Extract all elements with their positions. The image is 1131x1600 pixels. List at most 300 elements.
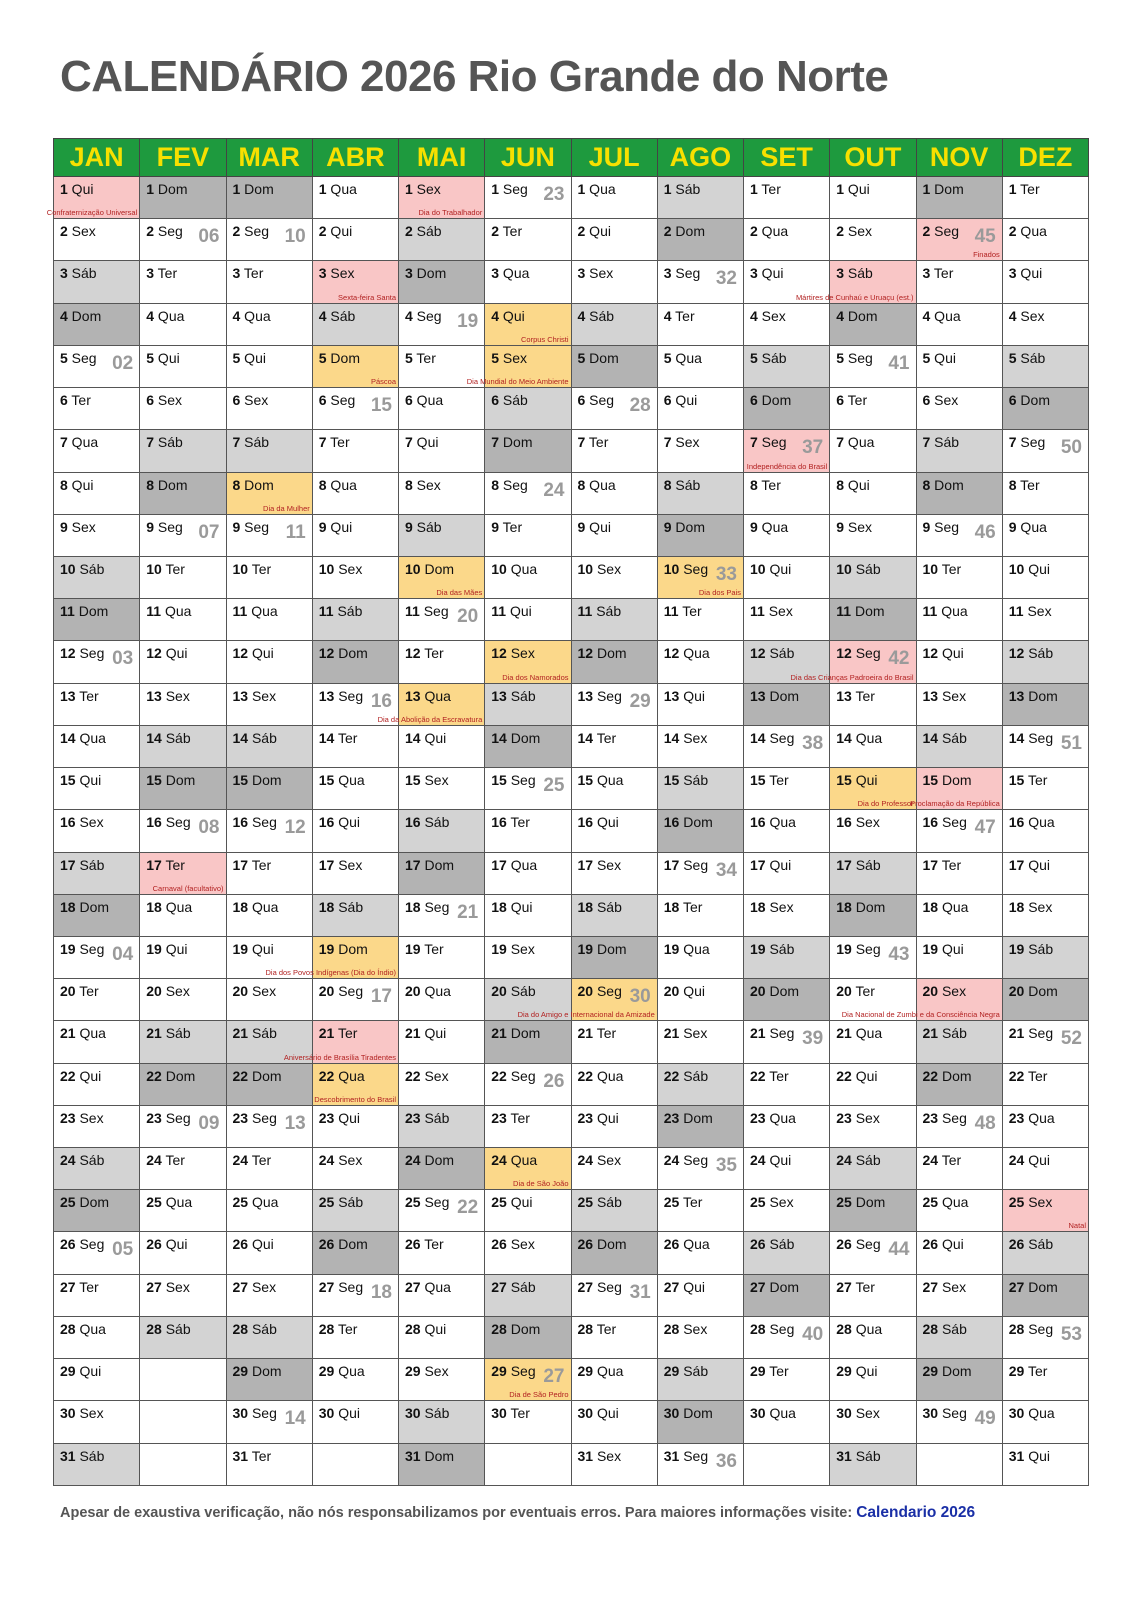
day-label: 24 Sex (577, 1152, 622, 1169)
day-cell (916, 810, 1002, 852)
day-cell (795, 261, 916, 303)
day-cell (399, 1105, 485, 1147)
day-cell (226, 599, 312, 641)
day-cell (312, 472, 398, 514)
footer (60, 1504, 975, 1522)
day-cell (226, 261, 312, 303)
day-cell (657, 683, 743, 725)
day-cell (54, 472, 140, 514)
day-label: 16 Dom (663, 814, 713, 831)
day-label: 24 Dom (405, 1152, 455, 1169)
day-cell (485, 1274, 571, 1316)
day-cell (54, 1021, 140, 1063)
day-cell (1002, 1190, 1088, 1232)
month-header: AGO (657, 139, 743, 177)
day-label: 31 Ter (232, 1447, 272, 1464)
day-cell (1002, 556, 1088, 598)
day-cell (657, 556, 743, 598)
day-label: 23 Seg (922, 1109, 967, 1126)
day-cell (226, 1190, 312, 1232)
week-number: 11 (285, 521, 306, 543)
month-header: JUL (571, 139, 657, 177)
day-cell (1002, 219, 1088, 261)
day-cell (226, 219, 312, 261)
day-label: 14 Ter (577, 729, 617, 746)
day-label: 4 Qua (922, 307, 961, 324)
day-cell (571, 894, 657, 936)
day-cell (140, 1063, 226, 1105)
day-cell (140, 768, 226, 810)
day-cell (54, 1401, 140, 1443)
day-row (54, 683, 1089, 725)
day-cell (744, 472, 830, 514)
day-label: 18 Sáb (318, 898, 364, 915)
day-cell (830, 219, 916, 261)
day-label: 22 Dom (232, 1067, 282, 1084)
day-label: 23 Sex (836, 1109, 880, 1126)
day-label: 10 Ter (146, 560, 185, 577)
day-cell (744, 1316, 830, 1358)
day-cell (54, 1443, 140, 1485)
day-row (54, 641, 1089, 683)
day-label: 27 Qua (405, 1278, 451, 1295)
holiday-name: Dia das Mães (436, 588, 483, 598)
day-cell (226, 641, 312, 683)
day-cell (54, 894, 140, 936)
day-label: 16 Seg (922, 814, 967, 831)
day-label: 3 Ter (232, 265, 264, 282)
day-cell (657, 1148, 743, 1190)
day-cell (790, 641, 916, 683)
day-cell (657, 219, 743, 261)
day-label: 20 Sex (922, 983, 967, 1000)
day-cell (744, 177, 830, 219)
day-cell (54, 430, 140, 472)
day-label: 9 Seg (232, 518, 270, 535)
day-label: 20 Seg (577, 983, 622, 1000)
day-cell (485, 1190, 571, 1232)
day-label: 14 Qua (836, 729, 883, 746)
day-label: 1 Seg (491, 181, 528, 197)
day-label: 14 Qua (60, 729, 106, 746)
day-cell (226, 177, 312, 219)
holiday-name: Dia das Crianças Padroeira do Brasil (790, 672, 914, 682)
day-label: 25 Sex (750, 1194, 794, 1211)
day-cell (140, 430, 226, 472)
day-label: 18 Dom (836, 898, 886, 915)
day-label: 1 Qua (577, 181, 616, 197)
day-label: 25 Qua (922, 1194, 969, 1211)
day-cell (517, 979, 657, 1021)
day-label: 7 Sex (663, 434, 700, 451)
holiday-name: Sexta-feira Santa (338, 292, 396, 302)
day-label: 29 Qui (836, 1363, 878, 1380)
day-label: 22 Qua (318, 1067, 365, 1084)
day-cell (571, 1401, 657, 1443)
day-label: 25 Qua (232, 1194, 279, 1211)
day-cell (54, 1190, 140, 1232)
day-label: 24 Qui (750, 1152, 792, 1169)
day-label: 26 Seg (60, 1236, 105, 1253)
day-label: 22 Dom (146, 1067, 196, 1084)
day-label: 13 Seg (318, 687, 364, 704)
day-cell (571, 599, 657, 641)
week-number: 20 (457, 606, 479, 628)
day-cell (1002, 430, 1088, 472)
day-label: 6 Dom (750, 392, 792, 409)
day-cell (916, 177, 1002, 219)
day-cell (744, 894, 830, 936)
day-label: 17 Dom (405, 856, 455, 873)
week-number: 44 (888, 1239, 910, 1261)
day-label: 30 Qua (1008, 1405, 1055, 1422)
week-number: 53 (1060, 1323, 1082, 1345)
day-cell (54, 936, 140, 978)
day-cell (830, 768, 916, 810)
day-row (54, 725, 1089, 767)
day-row (54, 303, 1089, 345)
day-label: 14 Seg (750, 729, 795, 746)
day-cell (485, 1232, 571, 1274)
day-label: 10 Qua (491, 560, 538, 577)
day-label: 13 Ter (836, 687, 875, 704)
day-label: 20 Seg (318, 983, 364, 1000)
day-label: 24 Qui (1008, 1152, 1051, 1169)
day-label: 2 Seg (146, 223, 183, 240)
day-cell (399, 472, 485, 514)
day-cell (399, 936, 485, 978)
day-cell (140, 852, 226, 894)
day-label: 2 Sex (836, 223, 873, 240)
day-label: 27 Seg (318, 1278, 364, 1295)
day-cell (744, 1063, 830, 1105)
day-label: 13 Dom (1008, 687, 1058, 704)
day-cell (54, 1063, 140, 1105)
day-label: 21 Dom (491, 1025, 541, 1042)
day-cell (916, 1063, 1002, 1105)
holiday-name: Dia dos Povos Indígenas (Dia do Índio) (265, 968, 396, 978)
day-cell (657, 1190, 743, 1232)
day-label: 1 Sáb (663, 181, 701, 197)
day-label: 11 Sex (750, 603, 793, 620)
day-cell (399, 556, 485, 598)
day-label: 27 Sex (232, 1278, 277, 1295)
day-label: 9 Dom (663, 518, 705, 535)
day-cell (54, 1316, 140, 1358)
footer-link[interactable]: Calendario 2026 (856, 1504, 976, 1521)
day-cell (399, 1021, 485, 1063)
day-label: 7 Ter (318, 434, 350, 451)
day-label: 9 Qui (318, 518, 353, 535)
day-cell (744, 1021, 830, 1063)
day-cell (312, 641, 398, 683)
day-label: 23 Sex (60, 1109, 104, 1126)
day-cell (1002, 177, 1088, 219)
day-cell (830, 430, 916, 472)
day-label: 4 Sex (750, 307, 786, 324)
day-label: 18 Sex (1008, 898, 1053, 915)
day-label: 24 Sex (318, 1152, 363, 1169)
day-label: 30 Qua (750, 1405, 796, 1422)
day-cell (916, 683, 1002, 725)
day-cell (744, 1148, 830, 1190)
day-row (54, 177, 1089, 219)
day-cell (744, 936, 830, 978)
week-number: 40 (802, 1323, 824, 1345)
day-label: 15 Qua (577, 772, 624, 789)
day-label: 1 Ter (750, 181, 781, 197)
day-label: 26 Sex (491, 1236, 535, 1253)
day-label: 7 Qua (836, 434, 875, 451)
day-cell (140, 177, 226, 219)
day-label: 3 Ter (146, 265, 178, 282)
day-cell (916, 1190, 1002, 1232)
day-cell (916, 936, 1002, 978)
day-cell (916, 261, 1002, 303)
day-label: 8 Qua (577, 476, 616, 493)
day-cell (226, 1359, 312, 1401)
day-label: 18 Sex (750, 898, 794, 915)
day-row (54, 219, 1089, 261)
day-cell (312, 345, 398, 387)
day-label: 18 Sáb (577, 898, 622, 915)
day-label: 8 Dom (146, 476, 188, 493)
week-number: 22 (457, 1197, 479, 1219)
week-number: 42 (888, 648, 910, 670)
day-cell (226, 1316, 312, 1358)
day-cell (226, 894, 312, 936)
day-cell (1002, 345, 1088, 387)
day-label: 6 Sáb (491, 392, 528, 409)
day-label: 29 Seg (491, 1363, 536, 1380)
day-label: 15 Qui (836, 772, 878, 789)
day-label: 18 Qua (232, 898, 279, 915)
day-label: 7 Sáb (922, 434, 960, 451)
day-cell (485, 1316, 571, 1358)
week-number: 38 (802, 732, 824, 754)
day-cell (571, 936, 657, 978)
day-cell (399, 1190, 485, 1232)
day-label: 17 Ter (922, 856, 962, 873)
day-label: 22 Qua (577, 1067, 624, 1084)
day-label: 22 Qui (60, 1067, 102, 1084)
day-cell (744, 430, 830, 472)
day-label: 8 Dom (232, 476, 274, 493)
day-label: 26 Sáb (750, 1236, 795, 1253)
day-cell (140, 472, 226, 514)
day-label: 6 Seg (318, 392, 356, 409)
day-cell (571, 725, 657, 767)
day-cell (312, 810, 398, 852)
day-label: 26 Dom (318, 1236, 368, 1253)
day-cell (1002, 1274, 1088, 1316)
day-cell (485, 725, 571, 767)
day-label: 5 Qua (663, 349, 702, 366)
day-cell (571, 345, 657, 387)
day-label: 16 Qua (750, 814, 796, 831)
day-label: 20 Qui (663, 983, 706, 1000)
day-cell (54, 1232, 140, 1274)
week-number: 10 (284, 226, 306, 248)
day-label: 24 Ter (232, 1152, 272, 1169)
day-cell (485, 556, 571, 598)
day-label: 15 Dom (146, 772, 196, 789)
day-label: 28 Sáb (922, 1320, 967, 1337)
page-title: CALENDÁRIO 2026 Rio Grande do Norte (60, 52, 889, 101)
day-label: 31 Sáb (836, 1447, 881, 1464)
day-label: 12 Seg (60, 645, 105, 662)
week-number: 52 (1060, 1028, 1082, 1050)
day-row (54, 1401, 1089, 1443)
day-label: 8 Sex (405, 476, 441, 493)
day-cell (830, 1274, 916, 1316)
day-label: 21 Qua (836, 1025, 883, 1042)
day-label: 2 Ter (491, 223, 523, 240)
day-label: 18 Dom (60, 898, 110, 915)
day-cell (744, 1359, 830, 1401)
week-number: 18 (370, 1281, 392, 1303)
day-label: 27 Seg (577, 1278, 622, 1295)
day-cell (1002, 514, 1088, 556)
day-cell (571, 177, 657, 219)
day-cell (226, 388, 312, 430)
day-label: 17 Qui (1008, 856, 1051, 873)
day-cell (312, 1232, 398, 1274)
day-cell (312, 1401, 398, 1443)
day-cell (830, 1232, 916, 1274)
day-label: 8 Ter (1008, 476, 1040, 493)
day-label: 19 Ter (405, 940, 444, 957)
day-cell (1002, 1105, 1088, 1147)
day-cell (1002, 303, 1088, 345)
day-cell (1002, 768, 1088, 810)
day-cell (226, 810, 312, 852)
day-cell (1002, 1148, 1088, 1190)
day-cell (312, 979, 398, 1021)
month-header-row (54, 139, 1089, 177)
holiday-name: Independência do Brasil (746, 461, 828, 471)
day-label: 12 Sáb (750, 645, 795, 662)
day-row (54, 936, 1089, 978)
day-label: 20 Dom (1008, 983, 1058, 1000)
day-cell (312, 725, 398, 767)
day-label: 30 Sáb (405, 1405, 450, 1422)
day-label: 30 Dom (663, 1405, 713, 1422)
day-row (54, 1105, 1089, 1147)
day-label: 20 Dom (750, 983, 800, 1000)
week-number: 02 (112, 352, 134, 374)
day-label: 14 Seg (1008, 729, 1054, 746)
day-row (54, 1359, 1089, 1401)
day-cell (399, 219, 485, 261)
day-label: 14 Sáb (922, 729, 967, 746)
day-cell (830, 1359, 916, 1401)
day-label: 27 Dom (750, 1278, 800, 1295)
day-cell (312, 1274, 398, 1316)
month-header: ABR (312, 139, 398, 177)
day-cell (571, 219, 657, 261)
day-label: 19 Sex (491, 940, 535, 957)
day-label: 17 Sex (577, 856, 622, 873)
day-cell (657, 810, 743, 852)
day-cell (916, 599, 1002, 641)
day-cell (54, 345, 140, 387)
holiday-name: Dia do Trabalhador (418, 208, 483, 218)
day-cell (1002, 1401, 1088, 1443)
day-cell (226, 683, 312, 725)
week-number: 27 (543, 1366, 565, 1388)
day-label: 29 Qui (60, 1363, 102, 1380)
day-label: 9 Qua (1008, 518, 1047, 535)
day-label: 11 Qui (491, 603, 532, 620)
day-label: 17 Qua (491, 856, 538, 873)
day-cell (54, 599, 140, 641)
day-label: 28 Sex (663, 1320, 708, 1337)
day-cell (399, 599, 485, 641)
day-cell (399, 725, 485, 767)
day-label: 19 Sáb (750, 940, 795, 957)
day-cell (140, 1316, 226, 1358)
day-cell (571, 1232, 657, 1274)
day-cell (485, 768, 571, 810)
day-cell (399, 1401, 485, 1443)
day-label: 11 Sex (1008, 603, 1052, 620)
day-cell (140, 261, 226, 303)
day-cell (744, 979, 830, 1021)
day-cell (830, 514, 916, 556)
day-label: 18 Qui (491, 898, 533, 915)
day-label: 3 Sáb (60, 265, 97, 282)
day-label: 7 Qua (60, 434, 99, 451)
day-label: 14 Ter (318, 729, 358, 746)
day-label: 16 Qui (318, 814, 361, 831)
day-label: 17 Ter (232, 856, 272, 873)
day-cell (916, 556, 1002, 598)
day-cell (485, 683, 571, 725)
day-label: 27 Sex (922, 1278, 967, 1295)
day-label: 8 Sáb (663, 476, 701, 493)
day-label: 26 Sáb (1008, 1236, 1054, 1253)
day-cell (571, 641, 657, 683)
day-cell (312, 1148, 398, 1190)
day-label: 10 Qui (1008, 560, 1051, 577)
day-row (54, 979, 1089, 1021)
day-cell (140, 1105, 226, 1147)
day-cell (399, 641, 485, 683)
day-label: 23 Qua (1008, 1109, 1055, 1126)
day-cell (265, 936, 398, 978)
day-label: 11 Qua (232, 603, 278, 620)
week-number: 50 (1060, 437, 1082, 459)
day-cell (226, 1063, 312, 1105)
day-label: 31 Sáb (60, 1447, 105, 1464)
day-row (54, 556, 1089, 598)
day-label: 22 Seg (491, 1067, 536, 1084)
day-label: 7 Sáb (232, 434, 270, 451)
day-label: 10 Sáb (60, 560, 105, 577)
day-cell (830, 556, 916, 598)
day-label: 6 Sex (146, 392, 183, 409)
day-cell (226, 979, 312, 1021)
day-cell (312, 219, 398, 261)
day-label: 6 Ter (60, 392, 91, 409)
day-cell (657, 514, 743, 556)
day-cell (54, 556, 140, 598)
empty-cell (312, 1443, 398, 1485)
week-number: 24 (543, 479, 565, 501)
day-cell (1002, 936, 1088, 978)
day-label: 28 Qua (836, 1320, 883, 1337)
